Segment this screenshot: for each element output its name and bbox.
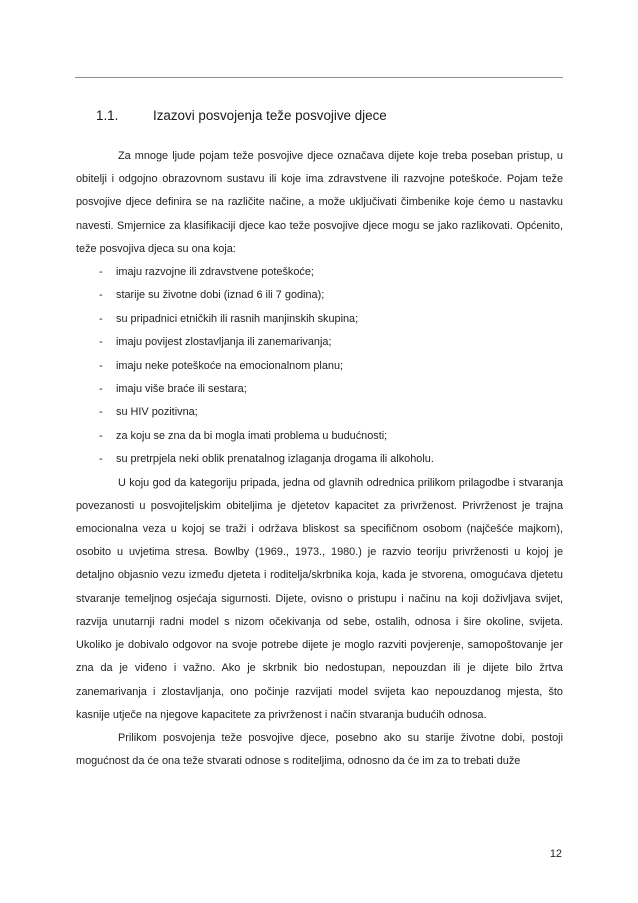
bullet-dash: - xyxy=(99,289,103,302)
section-number: 1.1. xyxy=(96,108,119,123)
section-title: Izazovi posvojenja teže posvojive djece xyxy=(153,108,387,123)
list-item xyxy=(99,331,563,354)
list-item-text: imaju više braće ili sestara; xyxy=(116,383,247,396)
bullet-dash: - xyxy=(99,336,103,349)
list-item-text: imaju povijest zlostavljanja ili zanemarivanja; xyxy=(116,336,332,349)
page-number: 12 xyxy=(549,848,562,860)
list-item xyxy=(99,355,563,378)
paragraph-closing: Prilikom posvojenja teže posvojive djece, posebno ako su starije životne dobi, postoji mogućnost da će ona teže stvarati odnose s roditeljima, odnosno da će im za to trebati duže xyxy=(76,731,563,768)
list-item xyxy=(99,284,563,307)
bullet-dash: - xyxy=(99,266,103,279)
header-rule xyxy=(75,77,563,78)
list-item-text: su pretrpjela neki oblik prenatalnog izlaganja drogama ili alkoholu. xyxy=(116,453,434,466)
section-heading xyxy=(96,108,387,123)
list-item-text: su HIV pozitivna; xyxy=(116,406,198,419)
list-item xyxy=(99,425,563,448)
bullet-list xyxy=(76,261,563,472)
bullet-dash: - xyxy=(99,312,103,325)
list-item xyxy=(99,308,563,331)
paragraph-intro: Za mnoge ljude pojam teže posvojive djece označava dijete koje treba poseban pristup, u obitelji i odgojno obrazovnom sustavu ili koje ima zdravstvene ili razvojne poteškoće. Pojam teže posvojive djece definira se na različite načine, a može uključivati čimbenike koje ćemo u nastavku navesti. Smjernice za klasifikaciji djece kao teže posvojive djece mogu se jako razlikovati. Općenito, teže posvojiva djeca su ona koja: xyxy=(76,150,563,255)
list-item-text: za koju se zna da bi mogla imati problema u budućnosti; xyxy=(116,429,388,442)
bullet-dash: - xyxy=(99,429,103,442)
bullet-dash: - xyxy=(99,383,103,396)
list-item xyxy=(99,378,563,401)
list-item-text: imaju neke poteškoće na emocionalnom planu; xyxy=(116,359,344,372)
paragraph-attachment: U koju god da kategoriju pripada, jedna od glavnih odrednica prilikom prilagodbe i stvaranja povezanosti u posvojiteljskim obiteljima je djetetov kapacitet za privrženost. Privrženost je trajna emocionalna veza u kojoj se traži i održava bliskost sa specifičnom osobom (najčešće majkom), osobito u uvjetima stresa. Bowlby (1969., 1973., 1980.) je razvio teoriju privrženosti u kojoj je detaljno objasnio vezu između djeteta i roditelja/skrbnika koja, kada je stvorena, omogućava djetetu stvaranje temeljnog osjećaja sigurnosti. Dijete, ovisno o pristupu i načinu na koji doživljava svijet, razvija unutarnji radni model s nizom očekivanja od sebe, ostalih, odnosa i šire okoline, svijeta. Ukoliko je dobivalo odgovor na svoje potrebe dijete je moglo razviti povjerenje, samopoštovanje jer zna da je viđeno i važno. Ako je skrbnik bio nedostupan, nepouzdan ili je dijete bilo žrtva zanemarivanja i zlostavljanja, ono počinje razvijati model svijeta kao nepouzdanog mjesta, što kasnije utječe na njegove kapacitete za privrženost i način stvaranja budućih odnosa. xyxy=(76,476,563,721)
body-text xyxy=(76,145,563,773)
list-item-text: starije su životne dobi (iznad 6 ili 7 godina); xyxy=(116,289,325,302)
bullet-dash: - xyxy=(99,359,103,372)
bullet-dash: - xyxy=(99,406,103,419)
bullet-dash: - xyxy=(99,453,103,466)
list-item xyxy=(99,401,563,424)
list-item-text: su pripadnici etničkih ili rasnih manjinskih skupina; xyxy=(116,312,359,325)
list-item xyxy=(99,448,563,471)
list-item xyxy=(99,261,563,284)
list-item-text: imaju razvojne ili zdravstvene poteškoće; xyxy=(116,266,314,279)
